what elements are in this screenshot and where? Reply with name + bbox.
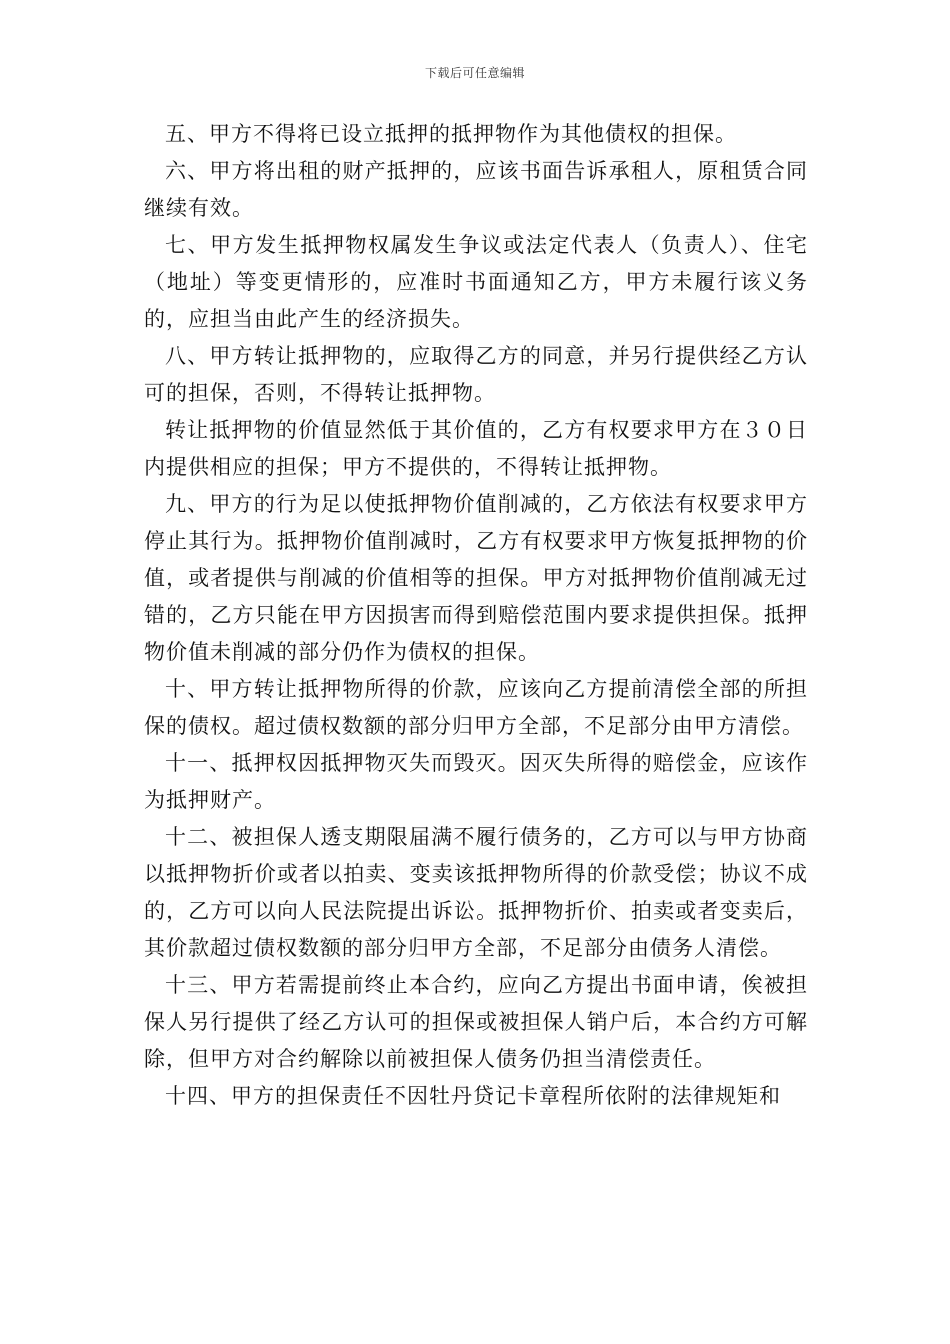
clause-8-supplement: 转让抵押物的价值显然低于其价值的，乙方有权要求甲方在３０日内提供相应的担保；甲方不提供的，不得转让抵押物。 [144, 418, 808, 479]
clause-5: 五、甲方不得将已设立抵押的抵押物作为其他债权的担保。 [165, 122, 737, 146]
clause-7: 七、甲方发生抵押物权属发生争议或法定代表人（负责人）、住宅（地址）等变更情形的，应准时书面通知乙方，甲方未履行该义务的，应担当由此产生的经济损失。 [144, 233, 808, 331]
clause-10: 十、甲方转让抵押物所得的价款，应该向乙方提前清偿全部的所担保的债权。超过债权数额的部分归甲方全部，不足部分由甲方清偿。 [144, 677, 808, 738]
clause-8: 八、甲方转让抵押物的，应取得乙方的同意，并另行提供经乙方认可的担保，否则，不得转让抵押物。 [144, 344, 808, 405]
page-header: 下载后可任意编辑 [424, 66, 525, 80]
clause-12: 十二、被担保人透支期限届满不履行债务的，乙方可以与甲方协商以抵押物折价或者以拍卖、变卖该抵押物所得的价款受偿；协议不成的，乙方可以向人民法院提出诉讼。抵押物折价、拍卖或者变卖后，其价款超过债权数额的部分归甲方全部，不足部分由债务人清偿。 [144, 825, 808, 960]
document-body [144, 116, 808, 1115]
clause-9: 九、甲方的行为足以使抵押物价值削减的，乙方依法有权要求甲方停止其行为。抵押物价值削减时，乙方有权要求甲方恢复抵押物的价值，或者提供与削减的价值相等的担保。甲方对抵押物价值削减无过错的，乙方只能在甲方因损害而得到赔偿范围内要求提供担保。抵押物价值未削减的部分仍作为债权的担保。 [144, 492, 808, 664]
clause-14: 十四、甲方的担保责任不因牡丹贷记卡章程所依附的法律规矩和 [165, 1084, 781, 1108]
clause-6: 六、甲方将出租的财产抵押的，应该书面告诉承租人，原租赁合同继续有效。 [144, 159, 808, 220]
clause-13: 十三、甲方若需提前终止本合约，应向乙方提出书面申请，俟被担保人另行提供了经乙方认可的担保或被担保人销户后，本合约方可解除，但甲方对合约解除以前被担保人债务仍担当清偿责任。 [144, 973, 808, 1071]
clause-11: 十一、抵押权因抵押物灭失而毁灭。因灭失所得的赔偿金，应该作为抵押财产。 [144, 751, 808, 812]
